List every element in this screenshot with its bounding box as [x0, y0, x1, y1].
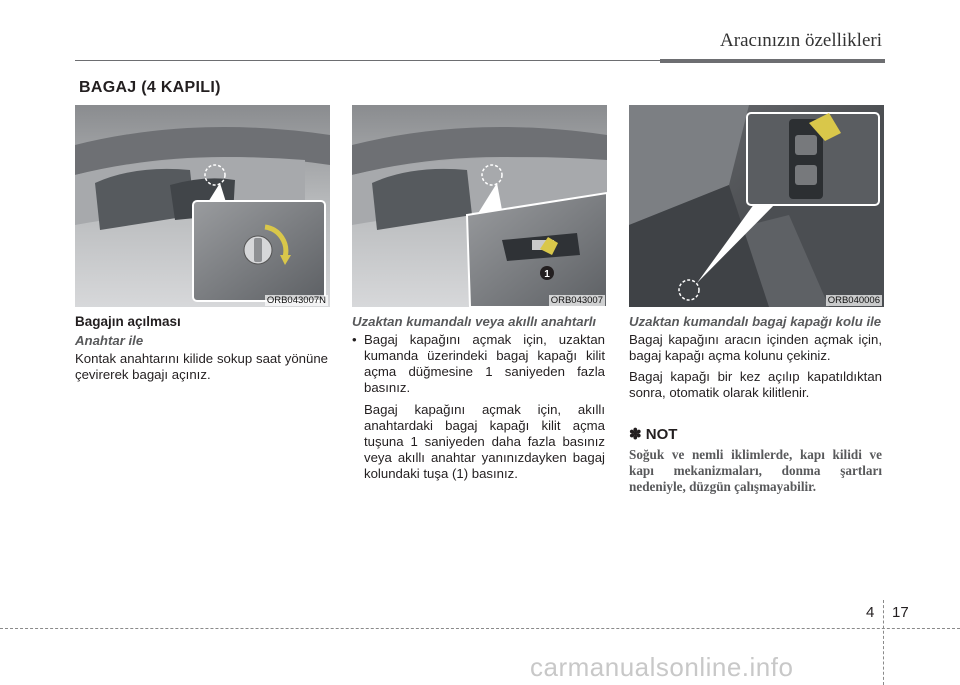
chapter-number: 4	[866, 604, 875, 621]
paragraph-auto-lock: Bagaj kapağı bir kez açılıp kapatıldıktan sonra, otomatik olarak kilitlenir.	[629, 369, 882, 400]
paragraph-smart-key: Bagaj kapağını açmak için, akıllı anahtardaki bagaj kapağı kilit açma tuşuna 1 saniyeden daha fazla basınız veya akıllı anahtar yanınızdayken bagaj kolundaki tuşa (1) basınız.	[364, 402, 605, 481]
column-release-lever	[629, 314, 882, 495]
column-remote-smart-key	[352, 314, 605, 482]
subheading-release-lever: Uzaktan kumandalı bagaj kapağı kolu ile	[629, 314, 882, 329]
paragraph-release-lever: Bagaj kapağını aracın içinden açmak için, bagaj kapağı açma kolunu çekiniz.	[629, 332, 882, 363]
column-key	[75, 314, 328, 388]
paragraph-key: Kontak anahtarını kilide sokup saat yönüne çevirerek bagajı açınız.	[75, 351, 328, 382]
page-header-title: Aracınızın özellikleri	[720, 30, 882, 51]
callout-1-label: 1	[544, 269, 550, 280]
figure-interior-release-lever	[629, 105, 884, 307]
subheading-with-key: Anahtar ile	[75, 333, 144, 348]
heading-trunk-opening: Bagajın açılması	[75, 314, 181, 329]
section-title: BAGAJ (4 KAPILI)	[79, 79, 221, 96]
figure-code: ORB040006	[827, 295, 880, 306]
note-body: Soğuk ve nemli iklimlerde, kapı kilidi ve kapı mekanizmaları, donma şartları nedeniyle, düzgün çalışmayabilir.	[629, 447, 882, 494]
note-title: ✽ NOT	[629, 426, 678, 443]
watermark: carmanualsonline.info	[530, 652, 794, 682]
header-rule-accent	[660, 59, 885, 63]
subheading-remote-smart-key: Uzaktan kumandalı veya akıllı anahtarlı	[352, 314, 597, 329]
page-number: 17	[892, 604, 909, 621]
footer-divider	[883, 600, 884, 685]
figure-trunk-handle-button	[352, 105, 607, 307]
figure-code: ORB043007N	[266, 295, 326, 306]
figure-key-trunk-lock	[75, 105, 330, 307]
figure-code: ORB043007	[550, 295, 603, 306]
bullet-remote: • Bagaj kapağını açmak için, uzaktan kumanda üzerindeki bagaj kapağı kilit açma düğmesine 1 saniyeden fazla basınız.	[352, 332, 605, 396]
footer-rule	[0, 628, 960, 629]
